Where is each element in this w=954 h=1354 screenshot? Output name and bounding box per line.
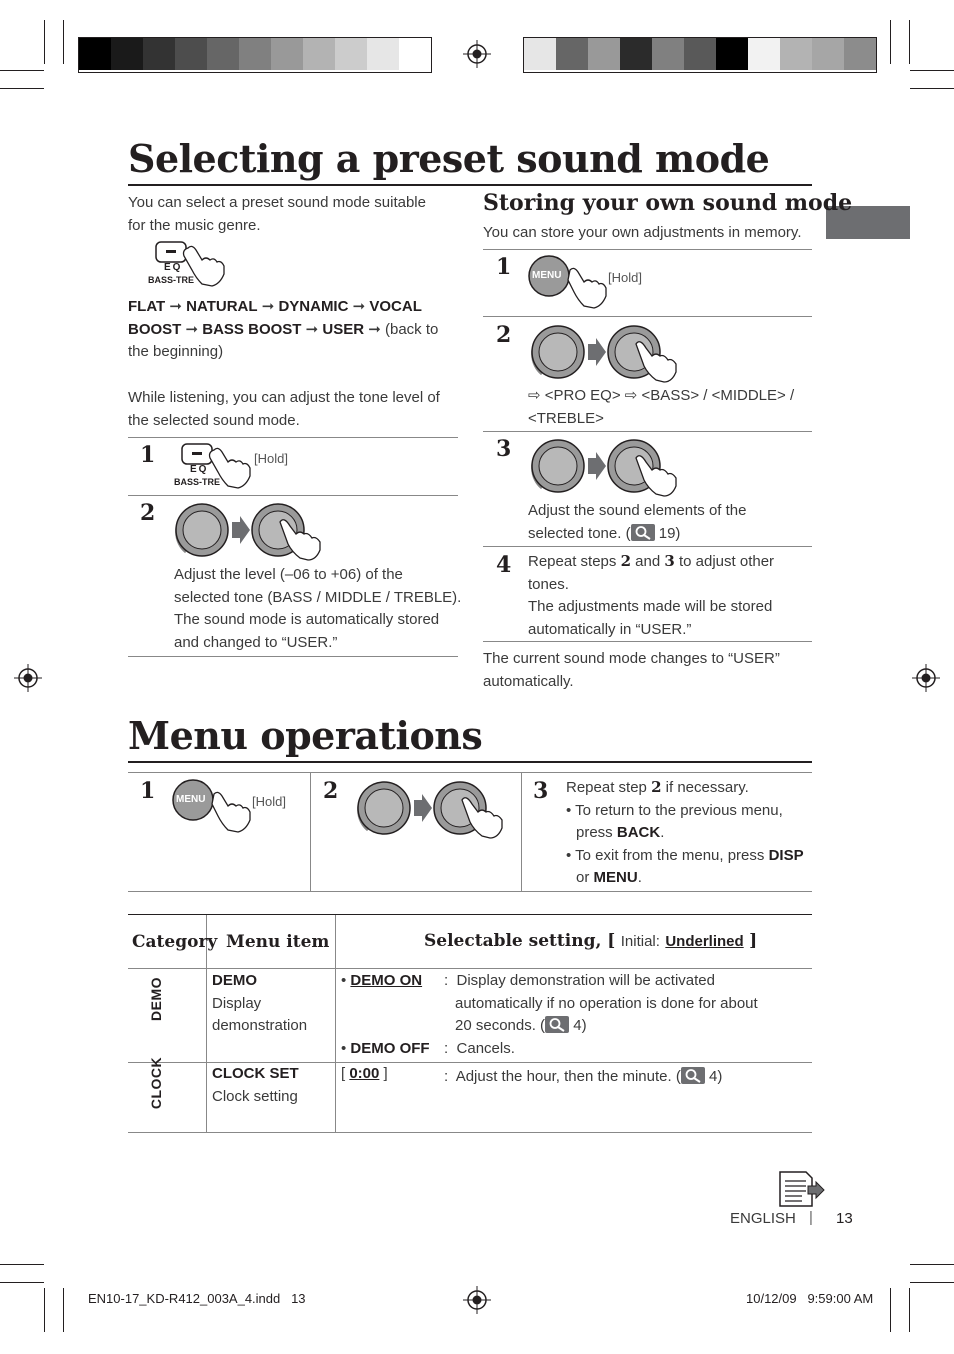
magnifier-icon — [681, 1067, 705, 1084]
footer-file-name: EN10-17_KD-R412_003A_4.indd 13 — [88, 1291, 306, 1306]
arrow-right-icon: ➞ — [305, 320, 319, 338]
arrow-right-icon: ➞ — [261, 298, 275, 315]
menu-button-illustration: MENU — [528, 254, 612, 310]
registration-mark-icon — [912, 664, 940, 692]
manual-page-icon — [776, 1170, 826, 1208]
menu-button-icon — [528, 254, 612, 310]
page-title: Selecting a preset sound mode — [128, 136, 770, 181]
header-selectable-setting: Selectable setting, [ Initial: Underlined ] — [424, 931, 758, 951]
hold-label: [Hold] — [254, 451, 288, 466]
footer-print-date: 10/12/09 9:59:00 AM — [746, 1291, 874, 1306]
eq-button-illustration: EQ BASS-TRE — [172, 442, 256, 492]
control-dial-icon — [528, 436, 680, 498]
registration-mark-icon — [14, 664, 42, 692]
menu-item-clock: CLOCK SET Clock setting — [212, 1065, 299, 1105]
store-step-2-number: 2 — [496, 322, 512, 348]
storing-footer: The current sound mode changes to “USER” automatically. — [483, 650, 780, 690]
registration-mark-icon — [463, 40, 491, 68]
mode-sequence: FLAT ➞ NATURAL ➞ DYNAMIC ➞ VOCAL BOOST ➞ BASS BOOST ➞ USER ➞ (back to the beginning) — [128, 298, 439, 360]
hold-label: [Hold] — [252, 794, 286, 809]
control-dial-icon — [528, 322, 680, 384]
footer-language: ENGLISH — [730, 1210, 796, 1227]
store-step-2-path: ⇨ <PRO EQ> ⇨ <BASS> / <MIDDLE> / <TREBLE> — [528, 387, 795, 427]
magnifier-icon — [631, 524, 655, 541]
magnifier-icon — [545, 1016, 569, 1033]
storing-heading: Storing your own sound mode — [483, 190, 853, 216]
store-step-3-text: Adjust the sound elements of the selected tone. ( 19) — [528, 502, 747, 542]
menu-step-2-number: 2 — [323, 778, 339, 804]
setting-clock-desc: : Adjust the hour, then the minute. ( 4) — [444, 1068, 723, 1085]
footer-separator: | — [809, 1209, 813, 1226]
menu-button-icon — [172, 778, 256, 834]
finger-press-icon — [180, 242, 228, 288]
eq-button-illustration: EQ BASS-TRE — [146, 240, 230, 290]
header-menu-item: Menu item — [226, 932, 330, 952]
category-demo: DEMO — [148, 977, 164, 1021]
hold-label: [Hold] — [608, 270, 642, 285]
store-step-1-number: 1 — [496, 254, 512, 280]
left-step-2-text: Adjust the level (–06 to +06) of the selected tone (BASS / MIDDLE / TREBLE). The sound mode is automatically stored and changed to “USER.” — [174, 566, 462, 651]
gray-scale-bar-right — [523, 37, 877, 73]
storing-description: You can store your own adjustments in memory. — [483, 224, 802, 241]
setting-clock: [ 0:00 ] — [341, 1065, 388, 1082]
menu-operations-title: Menu operations — [128, 713, 483, 758]
gray-scale-bar-left — [78, 37, 432, 73]
menu-item-demo: DEMO Display demonstration — [212, 972, 308, 1034]
page-number: 13 — [836, 1210, 853, 1227]
left-step-1-number: 1 — [140, 442, 156, 468]
setting-demo-on-desc: : Display demonstration will be activated automatically if no operation is done for about 20 seconds. ( 4) — [444, 972, 758, 1034]
setting-demo-off-desc: : Cancels. — [444, 1040, 515, 1057]
setting-demo-off: • DEMO OFF — [341, 1040, 430, 1057]
control-dial-icon — [354, 778, 506, 840]
header-category: Category — [132, 932, 218, 952]
arrow-right-icon: ⇨ — [624, 387, 638, 404]
menu-step-1-number: 1 — [140, 778, 156, 804]
intro-text: You can select a preset sound mode suitable for the music genre. — [128, 194, 426, 234]
store-step-3-number: 3 — [496, 436, 512, 462]
left-step-2-number: 2 — [140, 500, 156, 526]
arrow-right-icon: ⇨ — [528, 387, 541, 404]
arrow-right-icon: ➞ — [185, 320, 199, 338]
menu-step-3-number: 3 — [533, 778, 549, 804]
menu-button-illustration: MENU — [172, 778, 256, 834]
category-clock: CLOCK — [148, 1056, 164, 1110]
finger-press-icon — [206, 444, 254, 490]
arrow-right-icon: ➞ — [352, 298, 366, 315]
menu-step-3-text: Repeat step 2 if necessary. • To return to the previous menu, press BACK. • To exit from the menu, press DISP or MENU. — [566, 778, 804, 886]
registration-mark-icon — [463, 1286, 491, 1314]
control-dial-icon — [172, 500, 324, 562]
arrow-right-icon: ➞ — [169, 298, 182, 315]
store-step-4-text: Repeat steps 2 and 3 to adjust other tones. The adjustments made will be stored automatically in “USER.” — [528, 552, 775, 638]
arrow-right-icon: ➞ — [368, 320, 381, 338]
tone-intro: While listening, you can adjust the tone level of the selected sound mode. — [128, 389, 440, 429]
setting-demo-on: • DEMO ON — [341, 972, 423, 989]
store-step-4-number: 4 — [496, 552, 512, 578]
